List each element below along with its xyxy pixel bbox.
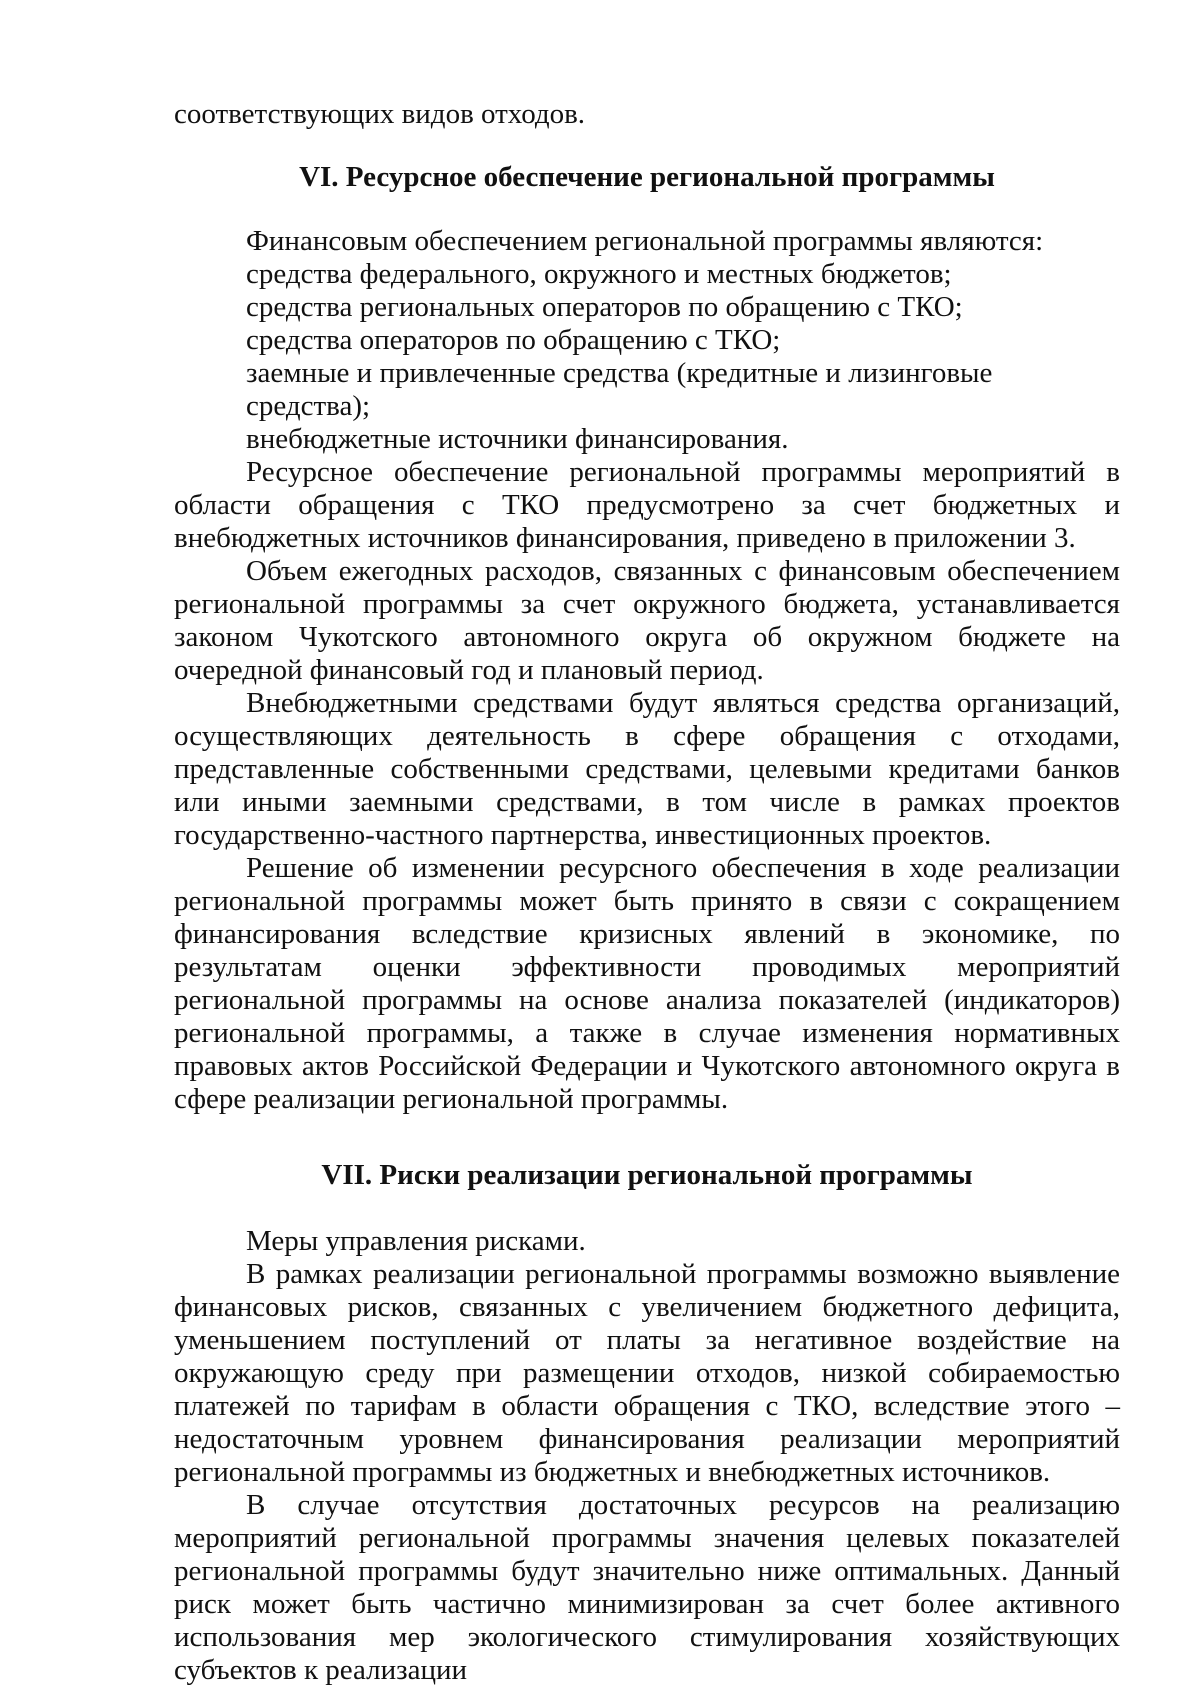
financing-sources-list [174,225,1120,456]
section-7-heading: VII. Риски реализации региональной программы [321,1159,973,1191]
list-line: заемные и привлеченные средства (кредитные и лизинговые средства); [246,357,993,422]
risk-management-line: Меры управления рисками. [246,1225,586,1257]
list-line: Финансовым обеспечением региональной программы являются: [246,225,1044,257]
paragraph: Ресурсное обеспечение региональной программы мероприятий в области обращения с ТКО предусмотрено за счет бюджетных и внебюджетных источников финансирования, приведено в приложении 3. [174,456,1120,554]
list-line: средства операторов по обращению с ТКО; [246,324,781,356]
paragraph: Объем ежегодных расходов, связанных с финансовым обеспечением региональной программы за счет окружного бюджета, устанавливается законом Чукотского автономного округа об окружном бюджете на очередной финансовый год и плановый период. [174,555,1120,686]
list-line: средства региональных операторов по обращению с ТКО; [246,291,963,323]
paragraph: В рамках реализации региональной программы возможно выявление финансовых рисков, связанных с увеличением бюджетного дефицита, уменьшением поступлений от платы за негативное воздействие на окружающую среду при размещении отходов, низкой собираемостью платежей по тарифам в области обращения с ТКО, вследствие этого – недостаточным уровнем финансирования реализации мероприятий региональной программы из бюджетных и внебюджетных источников. [174,1258,1120,1488]
list-line: средства федерального, окружного и местных бюджетов; [246,258,952,290]
paragraph: В случае отсутствия достаточных ресурсов на реализацию мероприятий региональной программы значения целевых показателей региональной программы будут значительно ниже оптимальных. Данный риск может быть частично минимизирован за счет более активного использования мер экологического стимулирования хозяйствующих субъектов к реализации [174,1489,1120,1686]
paragraph: Решение об изменении ресурсного обеспечения в ходе реализации региональной программы может быть принято в связи с сокращением финансирования вследствие кризисных явлений в экономике, по результатам оценки эффективности проводимых мероприятий региональной программы на основе анализа показателей (индикаторов) региональной программы, а также в случае изменения нормативных правовых актов Российской Федерации и Чукотского автономного округа в сфере реализации региональной программы. [174,852,1120,1115]
continuation-line: соответствующих видов отходов. [174,98,586,130]
paragraph: Внебюджетными средствами будут являться средства организаций, осуществляющих деятельность в сфере обращения с отходами, представленные собственными средствами, целевыми кредитами банков или иными заемными средствами, в том числе в рамках проектов государственно-частного партнерства, инвестиционных проектов. [174,687,1120,851]
list-line: внебюджетные источники финансирования. [246,423,789,455]
section-6-heading: VI. Ресурсное обеспечение региональной программы [299,161,995,193]
